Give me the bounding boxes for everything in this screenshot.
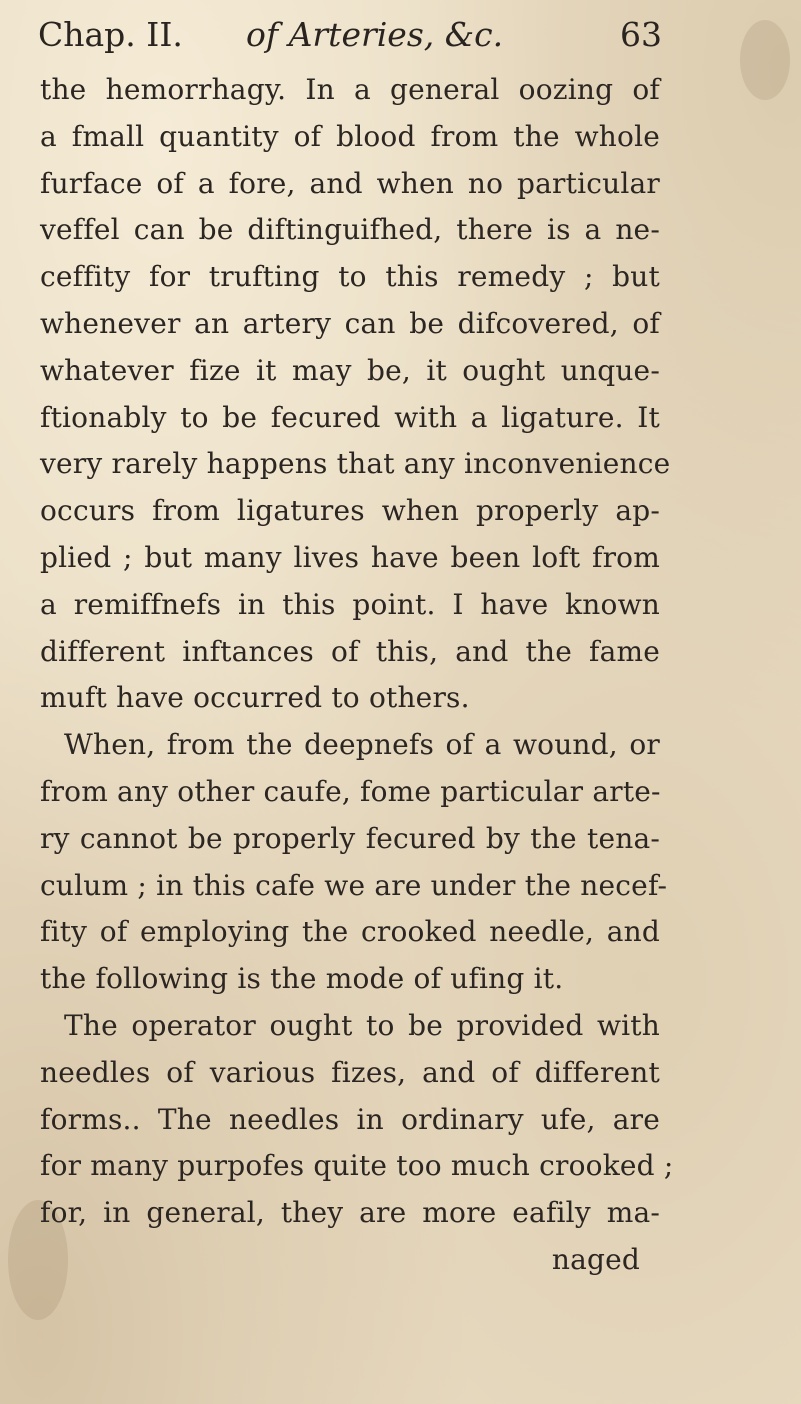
paper-stain [740, 20, 790, 100]
text-line: from any other caufe, fome particular arte- [40, 774, 661, 808]
text-line: ftionably to be fecured with a ligature. It [40, 400, 660, 434]
text-line: different inftances of this, and the fame [40, 634, 660, 668]
page-number: 63 [620, 15, 662, 54]
body-text [40, 67, 674, 1284]
text-line: the hemorrhagy. In a general oozing of [40, 73, 660, 106]
text-line: very rarely happens that any inconvenience [40, 447, 671, 481]
section-title: of Arteries, &c. [246, 15, 504, 54]
text-line: a fmall quantity of blood from the whole [40, 119, 660, 153]
text-line: muft have occurred to others. [40, 681, 470, 715]
running-head [38, 12, 662, 58]
paragraph-first-line: The operator ought to be provided with [64, 1008, 660, 1042]
text-line: veffel can be diftinguifhed, there is a ne- [40, 213, 660, 247]
text-line: plied ; but many lives have been loft from [40, 540, 660, 574]
text-line: ceffity for trufting to this remedy ; but [40, 260, 660, 294]
text-line: whatever fize it may be, it ought unque- [40, 353, 660, 387]
text-line: forms.. The needles in ordinary ufe, are [40, 1102, 660, 1136]
text-line: ry cannot be properly fecured by the tena- [40, 821, 660, 855]
text-line: fity of employing the crooked needle, and [40, 915, 660, 949]
text-line: culum ; in this cafe we are under the necef- [40, 868, 668, 902]
text-line: for, in general, they are more eafily ma- [40, 1196, 660, 1230]
text-line: whenever an artery can be difcovered, of [40, 306, 660, 340]
paragraph-first-line: When, from the deepnefs of a wound, or [64, 728, 660, 762]
text-line: needles of various fizes, and of different [40, 1055, 660, 1089]
catchword: naged [551, 1242, 640, 1276]
chapter-label: Chap. II. [38, 15, 183, 54]
text-line: occurs from ligatures when properly ap- [40, 494, 660, 528]
text-line: the following is the mode of ufing it. [40, 962, 564, 996]
text-line: furface of a fore, and when no particular [40, 166, 660, 200]
text-line: a remiffnefs in this point. I have known [40, 587, 660, 621]
text-line: for many purpofes quite too much crooked ; [40, 1149, 674, 1183]
